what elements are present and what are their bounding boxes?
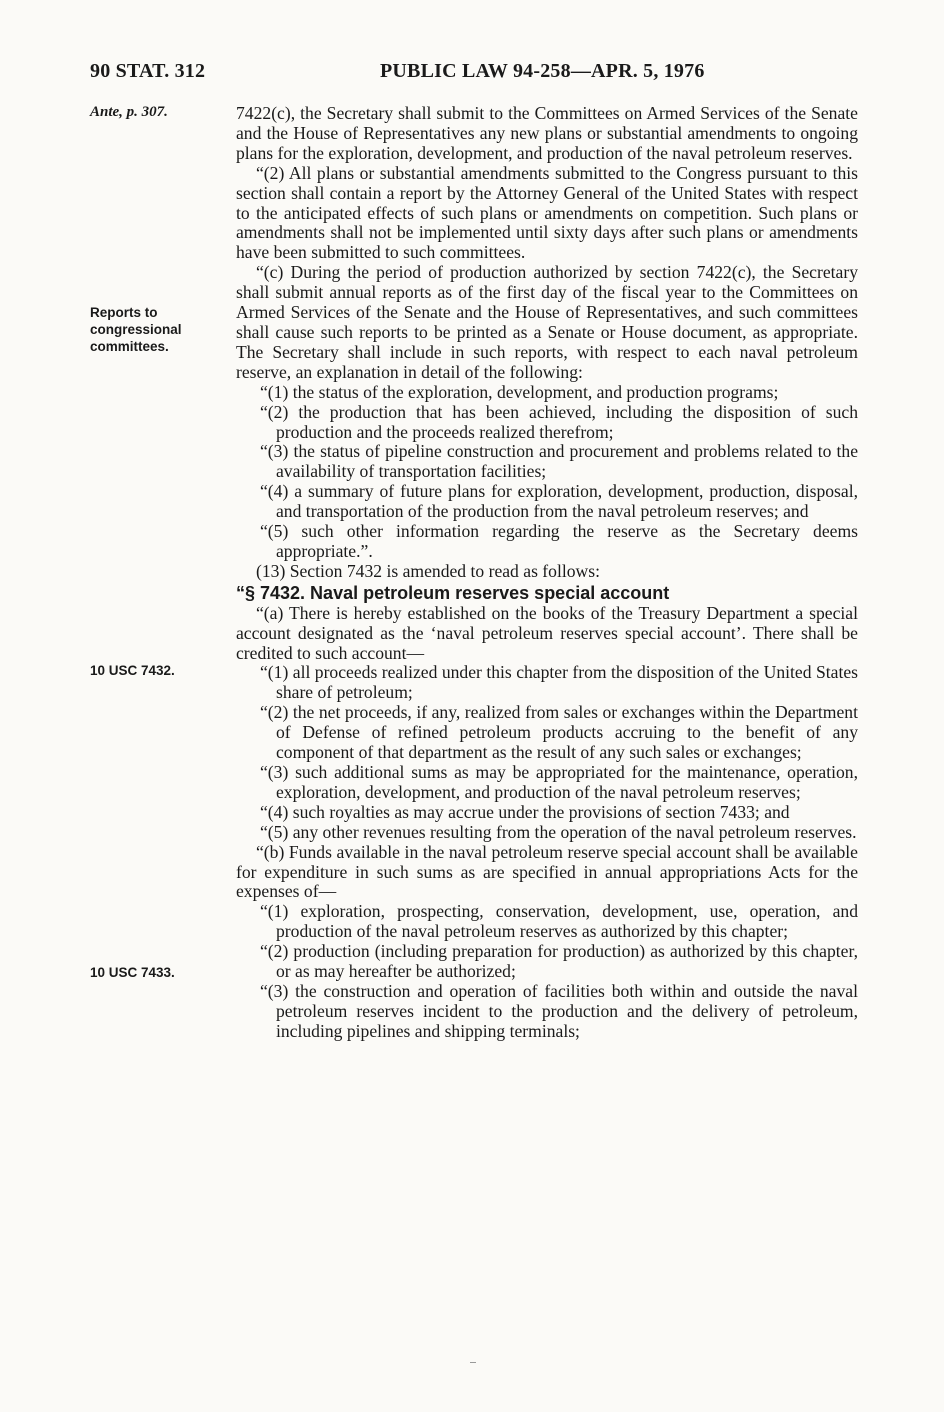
list-item-b2: “(2) production (including preparation for production) as authorized by this chapter, or as may hereafter be authorized; — [260, 941, 858, 982]
paragraph-c: “(c) During the period of production authorized by section 7422(c), the Secretary shall submit annual reports as of the first day of the fiscal year to the Committees on Armed Services of the Senate and the House of Representatives, and such committees shall cause such reports to be printed as a Senate or House document, as appropriate. The Secretary shall include in such reports, with respect to each naval petroleum reserve, an explanation in detail of the following: — [236, 262, 858, 382]
paragraph-a: “(a) There is hereby established on the books of the Treasury Department a special account designated as the ‘naval petroleum reserves special account’. There shall be credited to such account— — [236, 602, 858, 663]
margin-note-reports: Reports to congressional committees. — [90, 305, 182, 354]
paragraph-b2: “(2) All plans or substantial amendments submitted to the Congress pursuant to this section shall contain a report by the Attorney General of the United States with respect to the anticipated effects of such plans or amendments on competition. Such plans or amendments shall not be implemented until sixty days after such plans or amendments have been submitted to such committees. — [236, 162, 858, 263]
law-title: PUBLIC LAW 94-258—APR. 5, 1976 — [380, 60, 705, 82]
paragraph-continuation: 7422(c), the Secretary shall submit to the Committees on Armed Services of the Senate and the House of Representatives any new plans or substantial amendments to ongoing plans for the exploration, development, and production of the naval petroleum reserves. — [236, 103, 858, 163]
list-item-a1: “(1) all proceeds realized under this chapter from the disposition of the United States share of petroleum; — [260, 662, 858, 703]
margin-note-usc-7433: 10 USC 7433. — [90, 965, 175, 980]
paragraph-13: (13) Section 7432 is amended to read as follows: — [256, 560, 600, 581]
statute-body — [236, 104, 858, 1042]
list-item-c5: “(5) such other information regarding the reserve as the Secretary deems appropriate.”. — [260, 521, 858, 561]
list-item-c1: “(1) the status of the exploration, development, and production programs; — [260, 381, 779, 402]
list-item-b3: “(3) the construction and operation of facilities both within and outside the naval petroleum reserves incident to the production and the delivery of petroleum, including pipelines and shipping terminals; — [260, 980, 858, 1041]
footer-mark — [470, 1362, 476, 1363]
list-item-a2: “(2) the net proceeds, if any, realized from sales or exchanges within the Department of Defense of refined petroleum products accruing to the benefit of any component of that department as the result of any such sales or exchanges; — [260, 702, 858, 763]
list-item-c4: “(4) a summary of future plans for exploration, development, production, disposal, and transportation of the production from the naval petroleum reserves; and — [260, 481, 858, 522]
section-heading: “§ 7432. Naval petroleum reserves special account — [236, 582, 670, 603]
margin-note-ante: Ante, p. 307. — [90, 104, 168, 120]
list-item-a3: “(3) such additional sums as may be appropriated for the maintenance, operation, exploration, development, and production of the naval petroleum reserves; — [260, 762, 858, 802]
list-item-c2: “(2) the production that has been achieved, including the disposition of such production and the proceeds realized therefrom; — [260, 401, 858, 442]
margin-note-usc-7432: 10 USC 7432. — [90, 663, 175, 678]
list-item-b1: “(1) exploration, prospecting, conservation, development, use, operation, and production of the naval petroleum reserves as authorized by this chapter; — [260, 901, 858, 942]
stat-reference: 90 STAT. 312 — [90, 60, 206, 82]
list-item-a5: “(5) any other revenues resulting from the operation of the naval petroleum reserves. — [260, 821, 857, 842]
page-header — [90, 60, 860, 90]
list-item-a4: “(4) such royalties as may accrue under the provisions of section 7433; and — [260, 801, 790, 822]
paragraph-b: “(b) Funds available in the naval petroleum reserve special account shall be available for expenditure in such sums as are specified in annual appropriations Acts for the expenses of— — [236, 841, 858, 902]
list-item-c3: “(3) the status of pipeline construction and procurement and problems related to the availability of transportation facilities; — [260, 441, 858, 482]
